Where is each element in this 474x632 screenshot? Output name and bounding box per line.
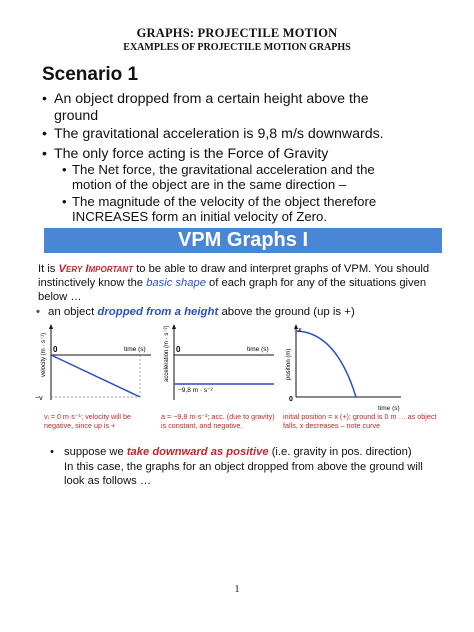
x-axis-label: time (s)	[378, 405, 400, 412]
tick-label: −v	[35, 395, 43, 402]
y-axis-label: position (m)	[286, 348, 292, 380]
acceleration-graph	[159, 322, 279, 402]
velocity-graph	[36, 322, 156, 402]
bullet-text: The only force acting is the Force of Gravity	[54, 146, 329, 162]
page-number: 1	[234, 584, 240, 595]
sub-bullet-text: The magnitude of the velocity of the object therefore INCREASES form an initial velocity of Zero.	[72, 194, 377, 224]
sub-bullet-item	[62, 162, 417, 192]
slide-bullet-1	[36, 305, 448, 319]
y-axis-label: acceleration (m · s⁻²)	[164, 325, 170, 382]
intro-emphasis: Very Important	[58, 263, 134, 275]
position-graph	[281, 322, 411, 402]
intro-text: It is	[38, 263, 59, 275]
origin-label: 0	[53, 345, 58, 354]
origin-label: 0	[289, 396, 293, 403]
slide-paragraph: In this case, the graphs for an object dropped from above the ground will look as follows …	[64, 461, 423, 487]
bullet-dot-icon: •	[42, 126, 47, 142]
bullet-dot-icon: •	[50, 446, 54, 458]
value-label: −9,8 m · s⁻²	[178, 387, 213, 394]
origin-label: 0	[176, 345, 181, 354]
intro-highlight: basic shape	[146, 277, 206, 289]
bullet-highlight: dropped from a height	[97, 306, 219, 318]
sub-bullet-text: The Net force, the gravitational acceleration and the motion of the object are in the same direction –	[72, 162, 375, 192]
bullet-item	[42, 146, 454, 163]
bullet-text: above the ground (up is +)	[218, 306, 355, 318]
bullet-text: The gravitational acceleration is 9,8 m/s downwards.	[54, 126, 384, 142]
bullet-text: an object	[48, 306, 98, 318]
tick-label: x	[298, 327, 302, 334]
bullet-dot-icon: •	[42, 146, 47, 162]
bullet-dot-icon: •	[62, 162, 67, 177]
sub-bullet-item	[62, 194, 417, 224]
page-title: GRAPHS: PROJECTILE MOTION	[136, 26, 338, 40]
bullet-dot-icon: •	[42, 91, 47, 107]
slide-bullet-2	[50, 445, 444, 459]
bullet-dot-icon: •	[36, 306, 40, 318]
bullet-dot-icon: •	[62, 194, 67, 209]
x-axis-label: time (s)	[247, 346, 269, 353]
bullet-text: An object dropped from a certain height above the ground	[54, 91, 369, 124]
bullet-item	[42, 126, 454, 143]
slide-intro	[38, 262, 443, 304]
graph-caption: a = −9,8 m·s⁻²; acc. (due to gravity) is constant, and negative.	[161, 412, 275, 430]
velocity-line	[51, 355, 140, 397]
page-subtitle: EXAMPLES OF PROJECTILE MOTION GRAPHS	[123, 42, 351, 53]
intro-text: to be able to draw and interpret graphs of VPM. You should instinctively know the	[38, 263, 430, 289]
scenario-heading: Scenario 1	[42, 64, 139, 85]
bullet-text: (i.e. gravity in pos. direction)	[268, 446, 412, 458]
graph-caption: initial position = x (+); ground is 0 m … as object falls, x decreases – note curve	[283, 412, 437, 430]
bullet-item	[42, 91, 414, 125]
bullet-highlight: take downward as positive	[126, 446, 269, 458]
position-curve	[296, 331, 356, 397]
x-axis-label: time (s)	[124, 346, 146, 353]
bullet-text: suppose we	[64, 446, 127, 458]
graph-caption: vᵢ = 0 m·s⁻¹; velocity will be negative, since up is +	[44, 412, 132, 430]
intro-text: of each graph for any of the situations given below …	[38, 277, 427, 303]
slide-banner: VPM Graphs I	[44, 228, 442, 253]
y-axis-label: velocity (m · s⁻¹)	[41, 332, 47, 377]
y-axis-arrow-icon	[172, 324, 176, 329]
y-axis-arrow-icon	[49, 324, 53, 329]
